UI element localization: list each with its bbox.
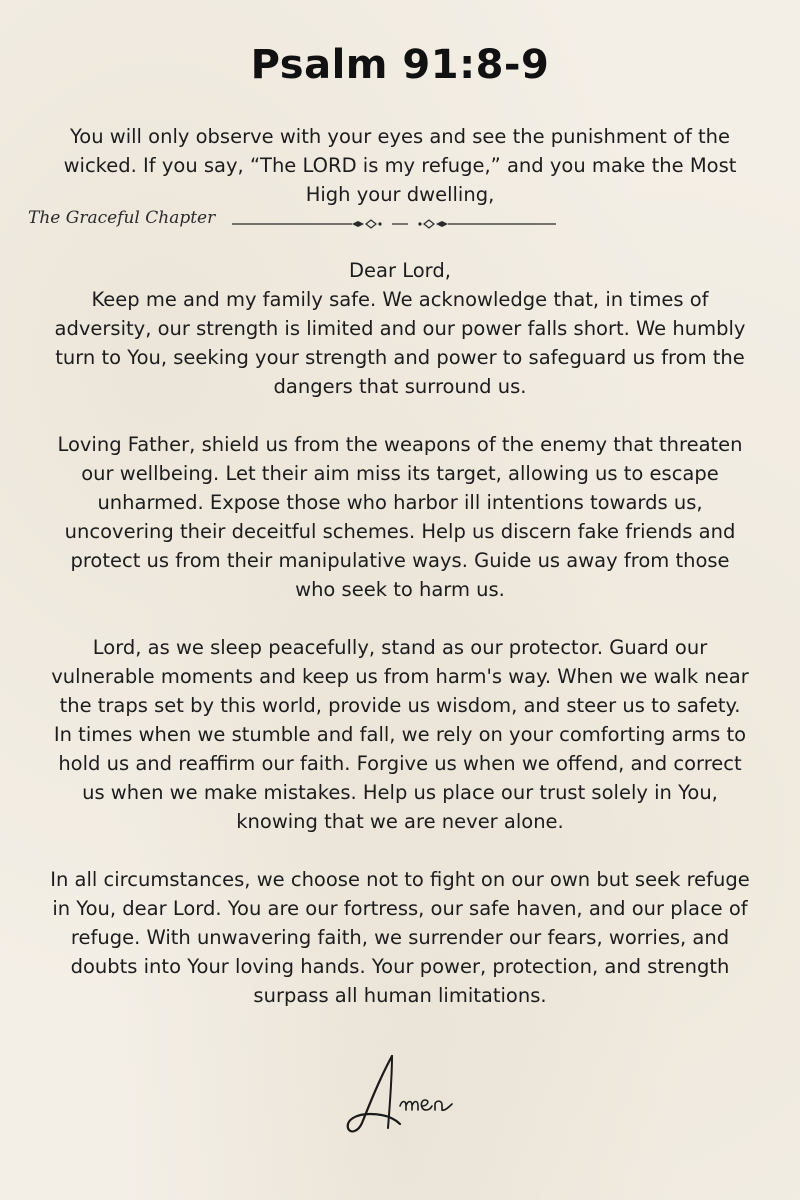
page-title: Psalm 91:8-9 [250, 42, 550, 88]
prayer-greeting: Dear Lord, [349, 259, 451, 282]
prayer-paragraph-2: Loving Father, shield us from the weapons of the enemy that threaten our wellbeing. Let their aim miss its target, allowing us to escape unharmed. Expose those who harbor ill intentions towards us, uncovering their deceitful schemes. Help us discern fake friends and protect us from their manipulative ways. Guide us away from those who seek to harm us. [57, 433, 743, 601]
ornamental-divider-icon [232, 214, 556, 234]
brand-divider-row [20, 208, 580, 238]
prayer-body [50, 256, 750, 1039]
prayer-paragraph-3: Lord, as we sleep peacefully, stand as our protector. Guard our vulnerable moments and keep us from harm's way. When we walk near the traps set by this world, provide us wisdom, and steer us to safety. In times when we stumble and fall, we rely on your comforting arms to hold us and reaffirm our faith. Forgive us when we offend, and correct us when we make mistakes. Help us place our trust solely in You, knowing that we are never alone. [51, 636, 749, 833]
prayer-paragraph-1: Keep me and my family safe. We acknowledge that, in times of adversity, our strength is limited and our power falls short. We humbly turn to You, seeking your strength and power to safeguard us from the dangers that surround us. [54, 288, 746, 398]
scripture-verse: You will only observe with your eyes and see the punishment of the wicked. If you say, “The LORD is my refuge,” and you make the Most High your dwelling, [63, 125, 737, 206]
brand-watermark: The Graceful Chapter [28, 208, 216, 228]
prayer-paragraph-4: In all circumstances, we choose not to fight on our own but seek refuge in You, dear Lord. You are our fortress, our safe haven, and our place of refuge. With unwavering faith, we surrender our fears, worries, and doubts into Your loving hands. Your power, protection, and strength surpass all human limitations. [50, 868, 750, 1007]
amen-signature [340, 1048, 470, 1138]
